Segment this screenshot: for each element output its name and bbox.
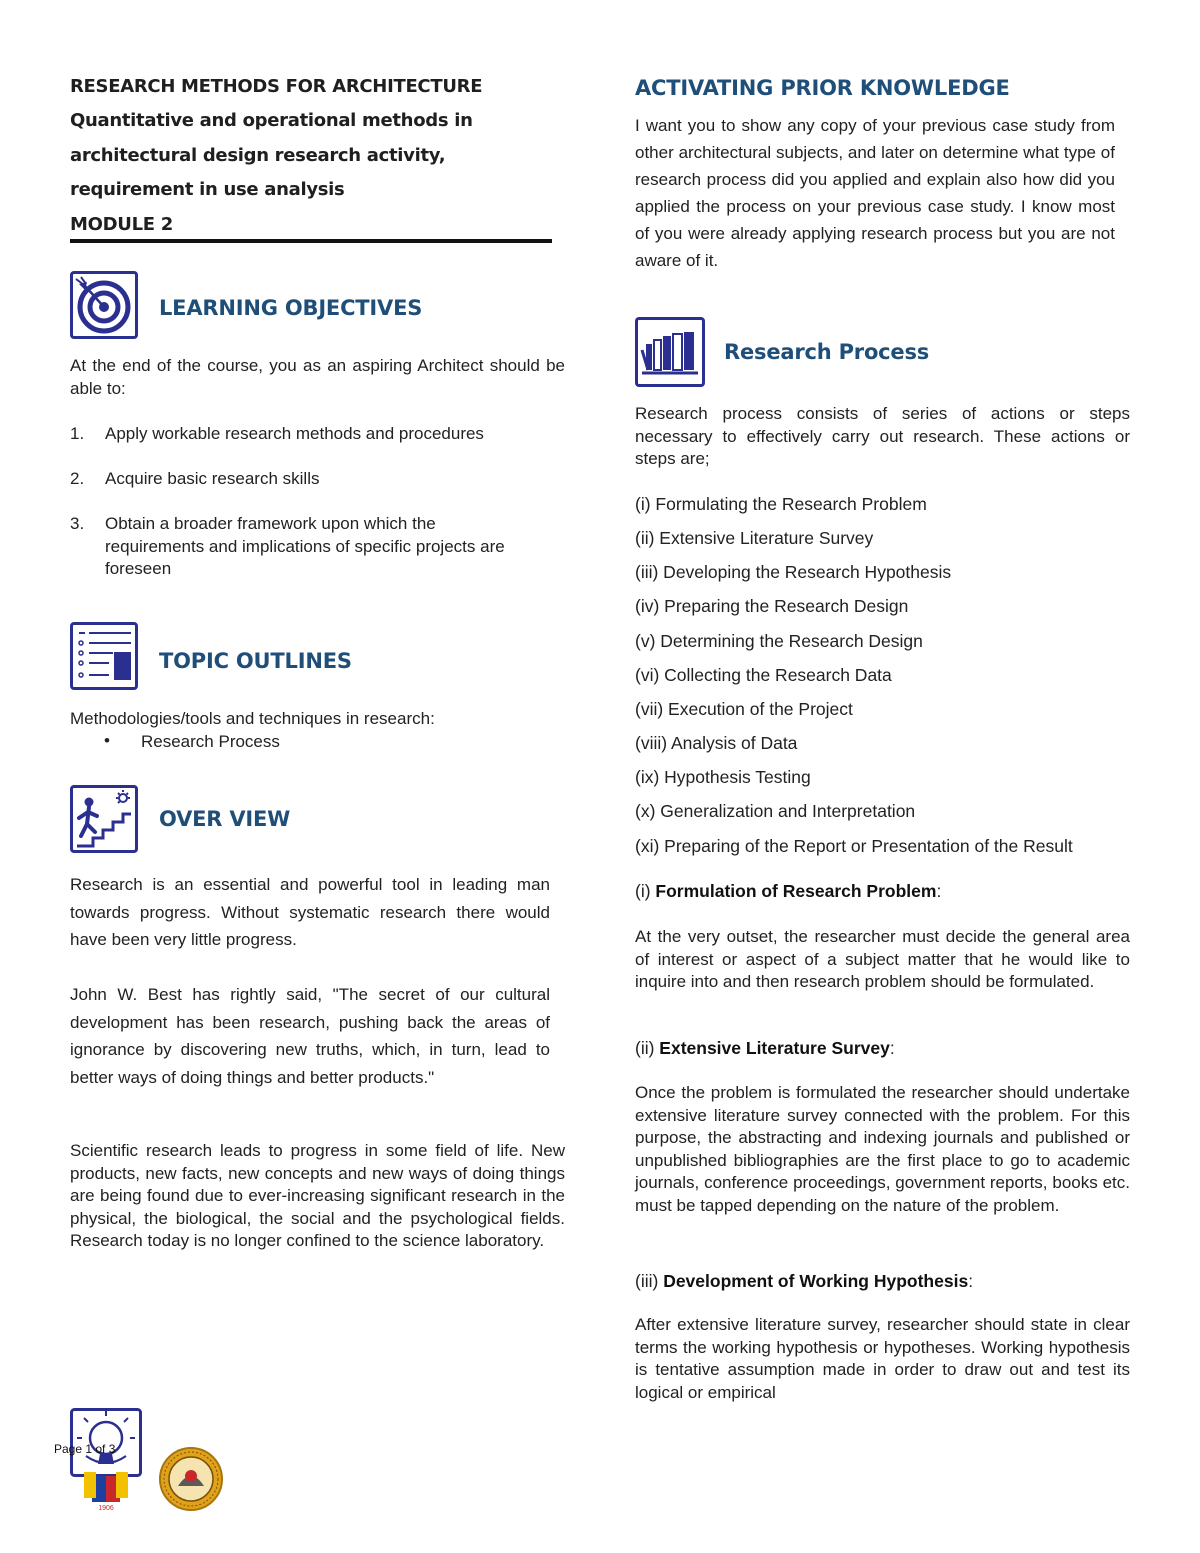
- list-item: (vi) Collecting the Research Data: [635, 665, 892, 685]
- header-divider: [70, 239, 552, 243]
- formulation-text: At the very outset, the researcher must decide the general area of interest or aspect of a subject matter that he would like to inquire into and then research problem should be formulated.: [635, 927, 1130, 991]
- subheading-prefix: (i): [635, 881, 656, 901]
- list-item: (iii) Developing the Research Hypothesis: [635, 562, 952, 582]
- prior-knowledge-text: I want you to show any copy of your previous case study from other architectural subjects, and later on determine what type of research process did you applied and explain also how did you applied the process on your previous case study. I know most of you were already applying research process but you are not aware of it.: [635, 116, 1115, 270]
- list-item: (xi) Preparing of the Report or Presentation of the Result: [635, 836, 1073, 856]
- list-number: 3.: [70, 514, 85, 533]
- literature-survey-text: Once the problem is formulated the researcher should undertake extensive literature survey connected with the problem. For this purpose, the abstracting and indexing journals and published or unpublished bibliographies are the first place to go to academic journals, conference proceedings, government reports, books etc. must be tapped depending on the nature of the problem.: [635, 1083, 1130, 1215]
- stairs-climber-icon: [70, 785, 138, 853]
- topic-item: Research Process: [141, 732, 280, 751]
- overview-heading: OVER VIEW: [159, 807, 291, 831]
- subheading-working-hypothesis: [635, 1270, 973, 1293]
- list-item: (viii) Analysis of Data: [635, 733, 798, 753]
- subheading-formulation: [635, 880, 941, 903]
- module-label: MODULE 2: [70, 214, 173, 235]
- working-hypothesis-text: After extensive literature survey, researcher should state in clear terms the working hypothesis or hypotheses. Working hypothesis is tentative assumption made in order to draw out and test its logical or empirical: [635, 1315, 1130, 1402]
- list-item: (ix) Hypothesis Testing: [635, 767, 811, 787]
- module-subtitle: [70, 104, 550, 208]
- list-item: (v) Determining the Research Design: [635, 631, 923, 651]
- books-icon: [635, 317, 705, 387]
- subheading-suffix: :: [968, 1271, 974, 1291]
- subheading-suffix: :: [889, 1038, 895, 1058]
- target-icon: [70, 271, 138, 339]
- list-item: (ii) Extensive Literature Survey: [635, 528, 874, 548]
- learning-objectives-heading: LEARNING OBJECTIVES: [159, 296, 423, 320]
- research-process-intro: Research process consists of series of actions or steps necessary to effectively carry out research. These actions or steps are;: [635, 404, 1130, 468]
- topic-intro: Methodologies/tools and techniques in research:: [70, 709, 435, 728]
- topic-bullet: •: [104, 731, 110, 750]
- university-seal: [158, 1446, 224, 1512]
- college-logo: [70, 1408, 142, 1512]
- list-number: 2.: [70, 469, 85, 488]
- subheading-title: Extensive Literature Survey: [659, 1038, 890, 1058]
- subheading-prefix: (iii): [635, 1271, 664, 1291]
- list-text: Obtain a broader framework upon which the requirements and implications of specific projects are foreseen: [105, 514, 505, 578]
- subheading-suffix: :: [936, 881, 942, 901]
- list-text: Apply workable research methods and procedures: [105, 424, 484, 443]
- overview-paragraph-2: John W. Best has rightly said, "The secret of our cultural development has been research, pushing back the areas of ignorance by discovering new truths, which, in turn, lead to better ways of doing things and better products.": [70, 985, 550, 1087]
- overview-paragraph-3: Scientific research leads to progress in some field of life. New products, new facts, new concepts and new ways of doing things are being found due to ever-increasing significant research in the physical, the biological, the social and the psychological fields. Research today is no longer confined to the science laboratory.: [70, 1141, 565, 1250]
- subtitle-line-1: Quantitative and operational methods in: [70, 110, 473, 131]
- list-item: (vii) Execution of the Project: [635, 699, 853, 719]
- subheading-prefix: (ii): [635, 1038, 660, 1058]
- topic-outlines-heading: TOPIC OUTLINES: [159, 649, 352, 673]
- outline-list-icon: [70, 622, 138, 690]
- logo-year: 1906: [98, 1505, 114, 1512]
- list-item: (iv) Preparing the Research Design: [635, 596, 909, 616]
- subheading-title: Development of Working Hypothesis: [663, 1271, 969, 1291]
- subtitle-line-2: architectural design research activity,: [70, 144, 446, 166]
- page-number: Page 1 of 3: [54, 1442, 116, 1456]
- objectives-intro: At the end of the course, you as an aspiring Architect should be able to:: [70, 356, 565, 398]
- prior-knowledge-heading: ACTIVATING PRIOR KNOWLEDGE: [635, 76, 1010, 100]
- subtitle-line-3: requirement in use analysis: [70, 179, 345, 200]
- research-process-heading: Research Process: [724, 340, 930, 364]
- subheading-literature-survey: [635, 1037, 895, 1060]
- list-item: (i) Formulating the Research Problem: [635, 494, 927, 514]
- list-number: 1.: [70, 424, 85, 443]
- course-title: RESEARCH METHODS FOR ARCHITECTURE: [70, 76, 483, 97]
- list-text: Acquire basic research skills: [105, 469, 320, 488]
- overview-paragraph-1: Research is an essential and powerful tool in leading man towards progress. Without systematic research there would have been very little progress.: [70, 875, 550, 949]
- list-item: (x) Generalization and Interpretation: [635, 801, 916, 821]
- subheading-title: Formulation of Research Problem: [655, 881, 937, 901]
